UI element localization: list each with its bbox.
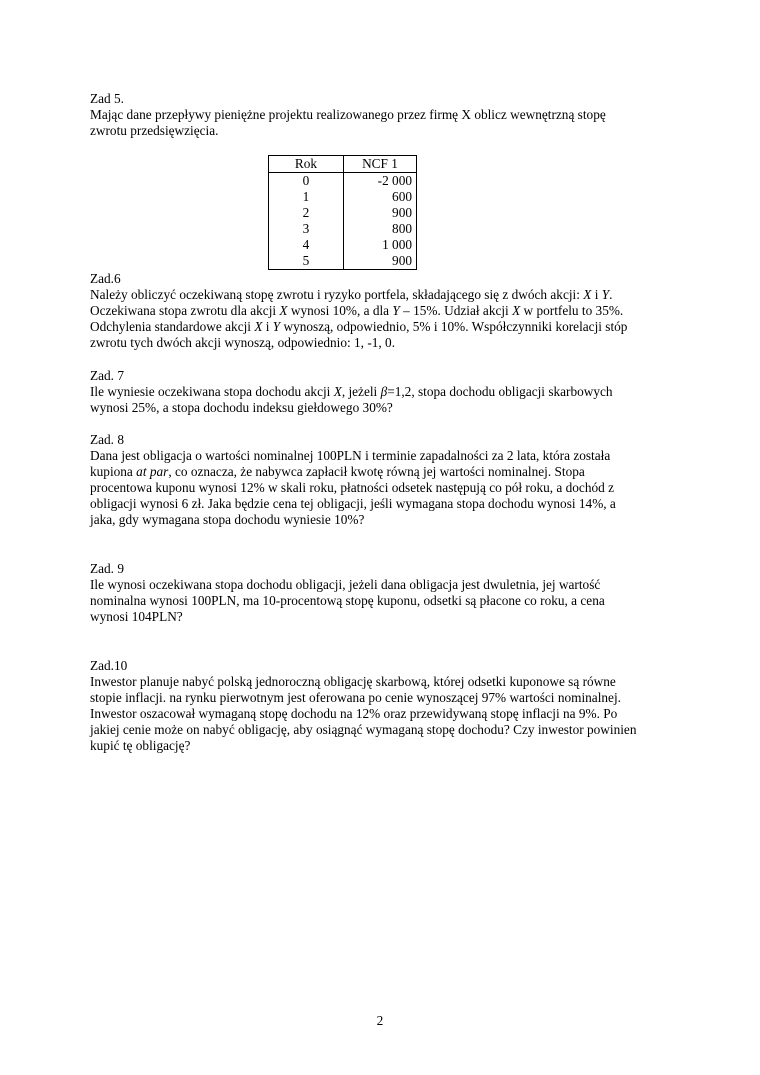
table-row — [269, 237, 417, 253]
text-span: i — [591, 287, 602, 302]
ncf-table — [268, 155, 417, 270]
column-header-ncf: NCF 1 — [344, 156, 417, 173]
zad6-line-4: zwrotu tych dwóch akcji wynoszą, odpowiednio: 1, -1, 0. — [90, 335, 396, 350]
table-cell-ncf: 800 — [344, 221, 417, 237]
zad10-line-4: jakiej cenie może on nabyć obligację, aby osiągnąć wymaganą stopę dochodu? Czy inwestor powinien — [90, 722, 637, 737]
zad8-line-5: jaka, gdy wymagana stopa dochodu wyniesie 10%? — [90, 512, 365, 527]
text-span: Odchylenia standardowe akcji — [90, 319, 255, 334]
text-span: kupiona — [90, 464, 137, 479]
table-cell-ncf: 900 — [344, 253, 417, 270]
zad7-heading: Zad. 7 — [90, 368, 124, 383]
zad8-line-3: procentowa kuponu wynosi 12% w skali roku, płatności odsetek następują co pół roku, a dochód z — [90, 480, 615, 495]
text-span: Oczekiwana stopa zwrotu dla akcji — [90, 303, 280, 318]
zad5-section — [90, 91, 680, 139]
table-cell-ncf: -2 000 — [344, 173, 417, 190]
table-row — [269, 189, 417, 205]
table-cell-ncf: 900 — [344, 205, 417, 221]
zad6-heading: Zad.6 — [90, 271, 121, 286]
text-span: i — [262, 319, 273, 334]
zad10-line-5: kupić tę obligację? — [90, 738, 191, 753]
var-x: X — [583, 287, 592, 302]
text-span: – 15%. Udział akcji — [399, 303, 513, 318]
zad8-section — [90, 432, 680, 528]
zad6-section — [90, 271, 680, 351]
zad6-line-3 — [90, 319, 680, 335]
page-number: 2 — [376, 1013, 384, 1028]
text-span: . — [609, 287, 613, 302]
zad10-section — [90, 658, 680, 754]
zad6-line-1 — [90, 287, 680, 303]
var-y: Y — [601, 287, 610, 302]
zad9-line-3: wynosi 104PLN? — [90, 609, 183, 624]
var-x: X — [254, 319, 263, 334]
zad9-section — [90, 561, 680, 625]
text-span: Ile wyniesie oczekiwana stopa dochodu akcji — [90, 384, 334, 399]
zad8-line-4: obligacji wynosi 6 zł. Jaka będzie cena tej obligacji, jeśli wymagana stopa dochodu wynosi 14%, a — [90, 496, 616, 511]
table-cell-year: 1 — [269, 189, 344, 205]
text-span: w portfelu to 35%. — [520, 303, 624, 318]
text-span: wynoszą, odpowiednio, 5% i 10%. Współczynniki korelacji stóp — [280, 319, 628, 334]
table-cell-year: 0 — [269, 173, 344, 190]
zad6-line-2 — [90, 303, 680, 319]
var-y: Y — [272, 319, 281, 334]
table-cell-year: 5 — [269, 253, 344, 270]
var-x: X — [512, 303, 521, 318]
text-span: Należy obliczyć oczekiwaną stopę zwrotu i ryzyko portfela, składającego się z dwóch akcji: — [90, 287, 584, 302]
zad10-line-1: Inwestor planuje nabyć polską jednoroczną obligację skarbową, której odsetki kuponowe są równe — [90, 674, 616, 689]
zad10-line-3: Inwestor oszacował wymaganą stopę dochodu na 12% oraz przewidywaną stopę inflacji na 9%. Po — [90, 706, 618, 721]
table-header-row — [269, 156, 417, 173]
table-cell-year: 4 — [269, 237, 344, 253]
zad10-line-2: stopie inflacji. na rynku pierwotnym jest oferowana po cenie wynoszącej 97% wartości nominalnej. — [90, 690, 621, 705]
zad5-heading: Zad 5. — [90, 91, 124, 106]
zad10-heading: Zad.10 — [90, 658, 128, 673]
zad9-heading: Zad. 9 — [90, 561, 124, 576]
table-cell-ncf: 600 — [344, 189, 417, 205]
table-cell-ncf: 1 000 — [344, 237, 417, 253]
zad5-line-2: zwrotu przedsięwzięcia. — [90, 123, 219, 138]
table-row — [269, 173, 417, 190]
term-at-par: at par — [136, 464, 169, 479]
table-row — [269, 221, 417, 237]
var-beta: β — [380, 384, 388, 399]
zad8-line-1: Dana jest obligacja o wartości nominalnej 100PLN i terminie zapadalności za 2 lata, która została — [90, 448, 611, 463]
zad8-heading: Zad. 8 — [90, 432, 124, 447]
zad8-line-2 — [90, 464, 680, 480]
table-cell-year: 2 — [269, 205, 344, 221]
zad7-line-1 — [90, 384, 680, 400]
text-span: =1,2, stopa dochodu obligacji skarbowych — [387, 384, 613, 399]
zad5-line-1: Mając dane przepływy pieniężne projektu realizowanego przez firmę X oblicz wewnętrzną stopę — [90, 107, 606, 122]
column-header-rok: Rok — [269, 156, 344, 173]
var-x: X — [279, 303, 288, 318]
zad7-section — [90, 368, 680, 416]
table-row — [269, 253, 417, 270]
var-y: Y — [392, 303, 400, 318]
text-span: wynosi 10%, a dla — [287, 303, 393, 318]
var-x: X — [333, 384, 342, 399]
zad9-line-2: nominalna wynosi 100PLN, ma 10-procentową stopę kuponu, odsetki są płacone co roku, a cena — [90, 593, 605, 608]
zad9-line-1: Ile wynosi oczekiwana stopa dochodu obligacji, jeżeli dana obligacja jest dwuletnia, jej wartość — [90, 577, 601, 592]
text-span: , jeżeli — [341, 384, 381, 399]
table-row — [269, 205, 417, 221]
table-cell-year: 3 — [269, 221, 344, 237]
text-span: , co oznacza, że nabywca zapłacił kwotę równą jej wartości nominalnej. Stopa — [168, 464, 585, 479]
zad7-line-2: wynosi 25%, a stopa dochodu indeksu giełdowego 30%? — [90, 400, 393, 415]
